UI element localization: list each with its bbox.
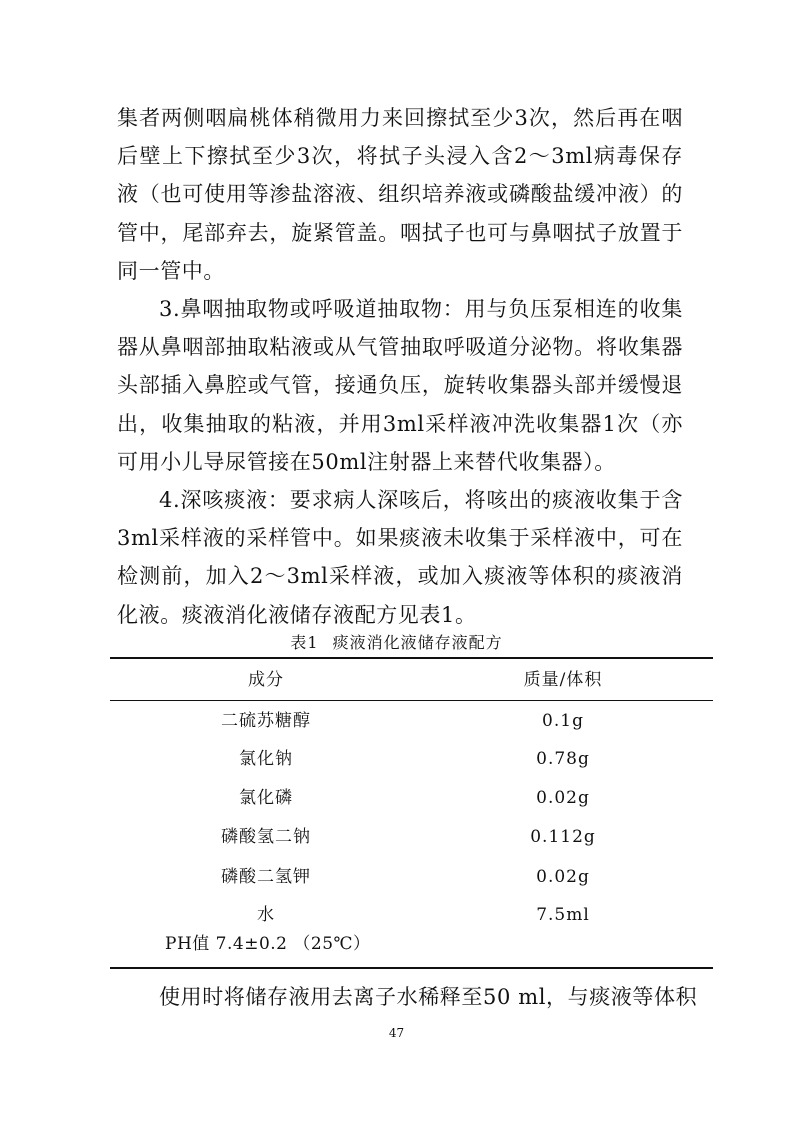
table-bottom-rule [110, 967, 713, 969]
paragraph-1: 集者两侧咽扁桃体稍微用力来回擦拭至少3次，然后再在咽后壁上下擦拭至少3次，将拭子头浸入含2～3ml病毒保存液（也可使用等渗盐溶液、组织培养液或磷酸盐缓冲液）的管中，尾部弃去，旋紧管盖。咽拭子也可与鼻咽拭子放置于同一管中。 [117, 106, 683, 283]
paragraph-2: 3.鼻咽抽取物或呼吸道抽取物：用与负压泵相连的收集器从鼻咽部抽取粘液或从气管抽取呼吸道分泌物。将收集器头部插入鼻腔或气管，接通负压，旋转收集器头部并缓慢退出，收集抽取的粘液，并用3ml采样液冲洗收集器1次（亦可用小儿导尿管接在50ml注射器上来替代收集器）。 [117, 297, 683, 474]
table-cell-component: 磷酸氢二钠 [221, 827, 311, 847]
table-cell-component: 氯化钠 [239, 749, 293, 769]
table-cell-component: 磷酸二氢钾 [221, 867, 311, 887]
table-header-rule [110, 700, 713, 701]
table-caption [0, 632, 793, 654]
table-cell-amount: 0.02g [536, 867, 590, 887]
page-number: 47 [388, 1026, 405, 1040]
table-cell-component: 氯化磷 [239, 788, 293, 808]
table-number: 表1 [290, 633, 319, 652]
table-cell-component: 二硫苏糖醇 [221, 711, 311, 731]
table-cell-amount: 0.1g [542, 711, 584, 731]
table-title: 痰液消化液储存液配方 [332, 633, 503, 652]
table-header-amount: 质量/体积 [523, 670, 603, 690]
table-note: PH值 7.4±0.2 （25℃） [165, 934, 371, 954]
table-cell-component: 水 [257, 905, 275, 925]
paragraph-3: 4.深咳痰液：要求病人深咳后，将咳出的痰液收集于含3ml采样液的采样管中。如果痰液未收集于采样液中，可在检测前，加入2～3ml采样液，或加入痰液等体积的痰液消化液。痰液消化液储存液配方见表1。 [117, 488, 683, 627]
table-cell-amount: 7.5ml [536, 905, 590, 925]
table-cell-amount: 0.02g [536, 788, 590, 808]
table-header-component: 成分 [248, 670, 284, 690]
table-top-rule [110, 657, 713, 659]
table-cell-amount: 0.78g [536, 749, 590, 769]
table-cell-amount: 0.112g [530, 827, 596, 847]
paragraph-continuation: 使用时将储存液用去离子水稀释至50 ml，与痰液等体积 [159, 985, 698, 1009]
body-text [117, 99, 683, 634]
